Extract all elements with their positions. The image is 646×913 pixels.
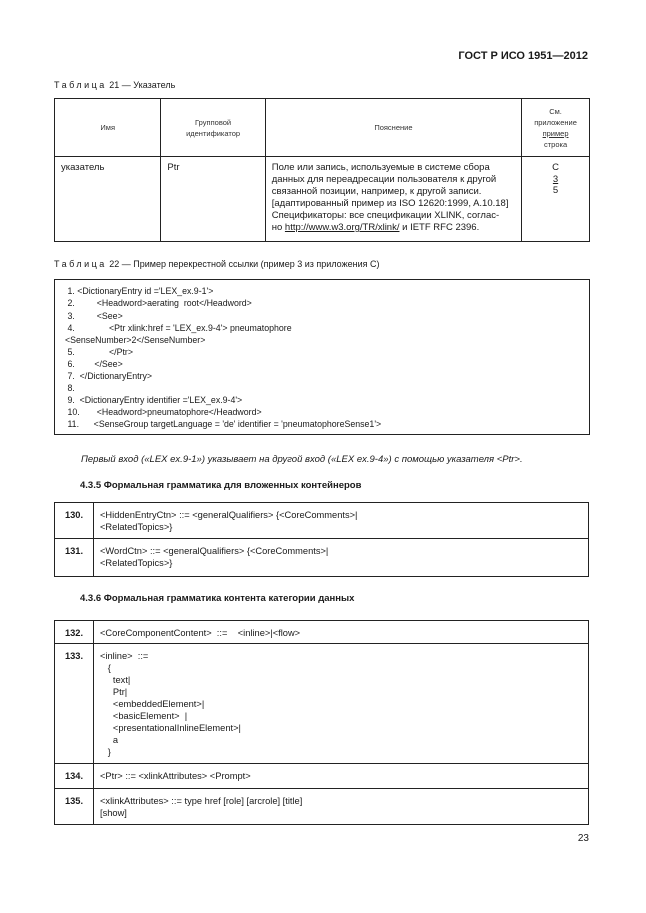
rule-number: 133. — [55, 644, 94, 764]
rule-line: <presentationalInlineElement>| — [100, 723, 241, 733]
code-line: 8. — [65, 383, 75, 393]
code-line: <SenseNumber>2</SenseNumber> — [65, 335, 206, 345]
grammar-row — [55, 764, 589, 789]
col-header-group-id-line1: Групповой — [195, 117, 232, 127]
rule-line: <embeddedElement>| — [100, 699, 205, 709]
code-line: 1. <DictionaryEntry id ='LEX_ex.9-1'> — [65, 286, 214, 296]
table-22-title: 22 — Пример перекрестной ссылки (пример 3 из приложения C) — [106, 259, 380, 269]
appendix-ref: C — [552, 162, 559, 173]
code-line: 11. <SenseGroup targetLanguage = 'de' identifier = 'pneumatophoreSense1'> — [65, 419, 382, 429]
rule-line: a — [100, 735, 119, 745]
table-22-caption — [54, 259, 379, 269]
rule-line: text| — [100, 675, 131, 685]
rule-line: [show] — [100, 808, 127, 818]
rule-line: <basicElement> | — [100, 711, 188, 721]
rule-number: 131. — [55, 539, 94, 577]
table-22-label: Таблица — [54, 259, 107, 269]
rule-line: } — [100, 747, 111, 757]
cell-group-id: Ptr — [161, 157, 265, 242]
rule-line: <inline> ::= — [100, 651, 149, 661]
grammar-row — [55, 539, 589, 577]
rule-number: 134. — [55, 764, 94, 789]
rule-body — [94, 621, 589, 644]
grammar-row — [55, 503, 589, 539]
rule-line: <RelatedTopics>} — [100, 558, 173, 568]
table-21 — [54, 98, 590, 242]
col-header-name: Имя — [55, 99, 161, 157]
code-line: 3. <See> — [65, 311, 123, 321]
rule-body — [94, 764, 589, 789]
table-21-label: Таблица — [54, 80, 107, 90]
cell-example — [522, 157, 590, 242]
rule-line: Ptr| — [100, 687, 128, 697]
section-heading-4-3-6: 4.3.6 Формальная грамматика контента категории данных — [80, 593, 355, 604]
page-number: 23 — [577, 833, 589, 844]
desc-line: данных для переадресации пользователя к другой — [271, 174, 497, 185]
col-header-example-line4: строка — [543, 139, 568, 149]
desc-line: [адаптированный пример из ISO 12620:1999, A.10.18] — [271, 198, 509, 209]
desc-line: Поле или запись, используемые в системе сбора — [271, 162, 490, 173]
rule-body — [94, 789, 589, 825]
desc-line-suffix: и IETF RFC 2396. — [399, 222, 480, 233]
table-21-header-row — [55, 99, 590, 157]
desc-line: Спецификаторы: все спецификации XLINK, соглас- — [271, 210, 500, 221]
line-ref: 5 — [552, 185, 559, 196]
rule-line: <HiddenEntryCtn> ::= <generalQualifiers> {<CoreComments>| — [100, 510, 358, 520]
code-line: 4. <Ptr xlink:href = 'LEX_ex.9-4'> pneumatophore — [65, 323, 292, 333]
grammar-row — [55, 789, 589, 825]
xlink-spec-link[interactable]: http://www.w3.org/TR/xlink/ — [284, 222, 400, 233]
code-listing — [54, 279, 590, 435]
grammar-row — [55, 644, 589, 764]
table-21-title: 21 — Указатель — [106, 80, 176, 90]
cell-name: указатель — [55, 157, 161, 242]
section-heading-4-3-5: 4.3.5 Формальная грамматика для вложенных контейнеров — [80, 480, 362, 491]
grammar-table-4-3-5 — [54, 502, 589, 577]
desc-line-prefix: но — [271, 222, 285, 233]
desc-line: связанной позиции, например, к другой записи. — [271, 186, 482, 197]
code-line: 10. <Headword>pneumatophore</Headword> — [65, 407, 262, 417]
rule-body — [94, 503, 589, 539]
example-ref: 3 — [552, 173, 559, 185]
table-21-caption — [54, 80, 175, 90]
col-header-group-id-line2: идентификатор — [186, 128, 241, 138]
rule-number: 132. — [55, 621, 94, 644]
col-header-example — [522, 99, 590, 157]
col-header-example-line1: См. — [549, 106, 562, 116]
rule-body — [94, 539, 589, 577]
rule-line: <RelatedTopics>} — [100, 522, 173, 532]
grammar-table-4-3-6 — [54, 620, 589, 825]
cell-explanation — [265, 157, 521, 242]
code-line: 9. <DictionaryEntry identifier ='LEX_ex.9-4'> — [65, 395, 243, 405]
standard-header: ГОСТ Р ИСО 1951—2012 — [458, 50, 588, 62]
col-header-example-line2: приложение — [534, 117, 577, 127]
code-line: 2. <Headword>aerating root</Headword> — [65, 298, 252, 308]
rule-number: 130. — [55, 503, 94, 539]
rule-line: { — [100, 663, 111, 673]
grammar-row — [55, 621, 589, 644]
rule-line: <xlinkAttributes> ::= type href [role] [arcrole] [title] — [100, 796, 303, 806]
col-header-group-id — [161, 99, 265, 157]
rule-body — [94, 644, 589, 764]
col-header-example-line3: пример — [542, 128, 569, 138]
col-header-explanation: Пояснение — [265, 99, 521, 157]
rule-number: 135. — [55, 789, 94, 825]
code-line: 7. </DictionaryEntry> — [65, 371, 153, 381]
table-row — [55, 157, 590, 242]
rule-line: <Ptr> ::= <xlinkAttributes> <Prompt> — [100, 771, 251, 781]
rule-line: <WordCtn> ::= <generalQualifiers> {<CoreComments>| — [100, 546, 329, 556]
body-paragraph: Первый вход («LEX ex.9-1») указывает на другой вход («LEX ex.9-4») с помощью указателя <Ptr>. — [81, 454, 523, 465]
code-line: 6. </See> — [65, 359, 123, 369]
code-line: 5. </Ptr> — [65, 347, 133, 357]
rule-line: <CoreComponentContent> ::= <inline>|<flow> — [100, 628, 301, 638]
